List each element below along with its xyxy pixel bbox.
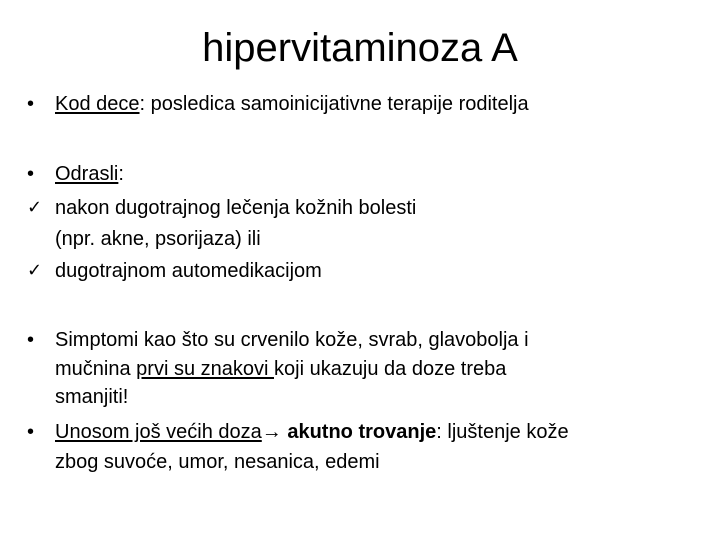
adults-label: Odrasli	[55, 163, 119, 185]
bullet-marker: •	[27, 329, 35, 351]
bullet-marker: •	[27, 93, 35, 115]
check-item-text: dugotrajnom automedikacijom	[55, 260, 322, 282]
overdose-text: : ljuštenje kože	[436, 421, 569, 443]
bullet-marker: •	[27, 421, 35, 443]
symptoms-text: mučnina	[55, 358, 137, 380]
acute-poisoning-label: akutno trovanje	[287, 421, 437, 443]
children-text: : posledica samoinicijativne terapije roditelja	[139, 93, 529, 115]
adults-colon: :	[118, 163, 124, 185]
check-item-text: nakon dugotrajnog lečenja kožnih bolesti	[55, 197, 417, 219]
symptoms-text: koji ukazuju da doze treba	[274, 358, 507, 380]
overdose-underlined: Unosom još većih doza	[55, 421, 262, 443]
slide-title: hipervitaminoza A	[202, 26, 518, 70]
overdose-line-2: zbog suvoće, umor, nesanica, edemi	[55, 451, 380, 473]
symptoms-underlined: prvi su znakovi	[136, 358, 274, 380]
symptoms-line-1: Simptomi kao što su crvenilo kože, svrab, glavobolja i	[55, 329, 529, 351]
check-item-text-continued: (npr. akne, psorijaza) ili	[55, 228, 261, 250]
overdose-line-1	[55, 420, 569, 444]
symptoms-line-3: smanjiti!	[55, 386, 129, 408]
check-icon: ✓	[27, 260, 43, 281]
bullet-marker: •	[27, 163, 35, 185]
symptoms-line-2	[55, 357, 506, 381]
children-label: Kod dece	[55, 93, 140, 115]
arrow-glyph: →	[261, 421, 288, 443]
check-icon: ✓	[27, 197, 43, 218]
bullet-children-line	[55, 92, 529, 116]
bullet-adults-line	[55, 162, 124, 186]
